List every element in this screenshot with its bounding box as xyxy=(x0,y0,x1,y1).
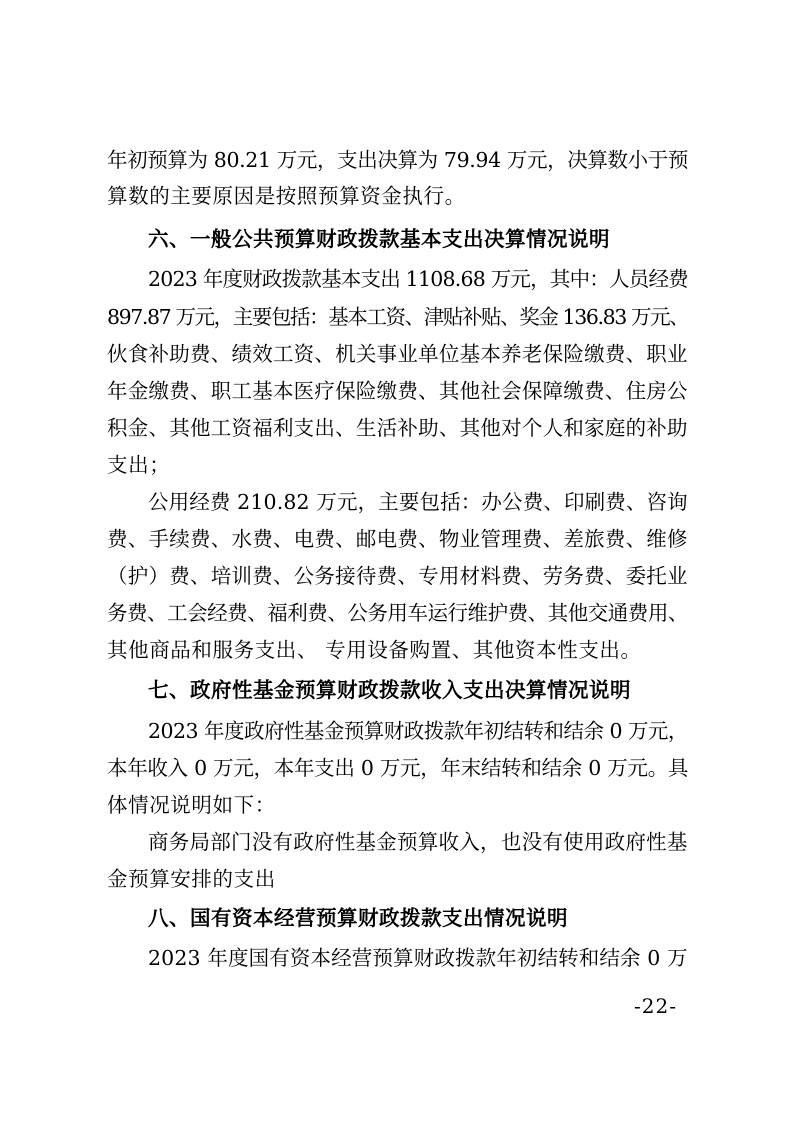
body-text-line: 公用经费 210.82 万元，主要包括：办公费、印刷费、咨询 xyxy=(148,490,688,514)
body-text-line: 本年收入 0 万元，本年支出 0 万元，年末结转和结余 0 万元。具 xyxy=(107,756,689,780)
body-text-line: 算数的主要原因是按照预算资金执行。 xyxy=(107,184,466,208)
section-heading-7: 七、政府性基金预算财政拨款收入支出决算情况说明 xyxy=(148,678,631,702)
body-text-line: 年初预算为 80.21 万元，支出决算为 79.94 万元，决算数小于预 xyxy=(107,148,689,172)
body-text-line: 年金缴费、职工基本医疗保险缴费、其他社会保障缴费、住房公 xyxy=(107,379,688,403)
body-text-line: 2023 年度政府性基金预算财政拨款年初结转和结余 0 万元， xyxy=(148,719,688,743)
body-text-line: 其他商品和服务支出、 专用设备购置、其他资本性支出。 xyxy=(107,638,642,662)
body-text-line: 积金、其他工资福利支出、生活补助、其他对个人和家庭的补助 xyxy=(107,416,688,440)
section-heading-6: 六、一般公共预算财政拨款基本支出决算情况说明 xyxy=(148,227,610,251)
body-text-line: 商务局部门没有政府性基金预算收入，也没有使用政府性基 xyxy=(148,830,688,854)
body-text-line: 费、手续费、水费、电费、邮电费、物业管理费、差旅费、维修 xyxy=(107,527,688,551)
body-text-line: 支出； xyxy=(107,453,171,477)
body-text-line: 伙食补助费、绩效工资、机关事业单位基本养老保险缴费、职业 xyxy=(107,342,688,366)
section-heading-8: 八、国有资本经营预算财政拨款支出情况说明 xyxy=(148,906,568,930)
body-text-line: 体情况说明如下： xyxy=(107,793,276,817)
body-text-line: （护）费、培训费、公务接待费、专用材料费、劳务费、委托业 xyxy=(107,564,688,588)
body-text-line: 2023 年度国有资本经营预算财政拨款年初结转和结余 0 万 xyxy=(148,946,688,970)
body-text-line: 务费、工会经费、福利费、公务用车运行维护费、其他交通费用、 xyxy=(107,601,688,625)
page-number: -22- xyxy=(634,994,677,1018)
body-text-line: 2023 年度财政拨款基本支出 1108.68 万元，其中：人员经费 xyxy=(148,267,688,291)
body-text-line: 897.87 万元，主要包括：基本工资、津贴补贴、奖金 136.83 万元、 xyxy=(107,305,689,329)
body-text-line: 金预算安排的支出 xyxy=(107,867,276,891)
